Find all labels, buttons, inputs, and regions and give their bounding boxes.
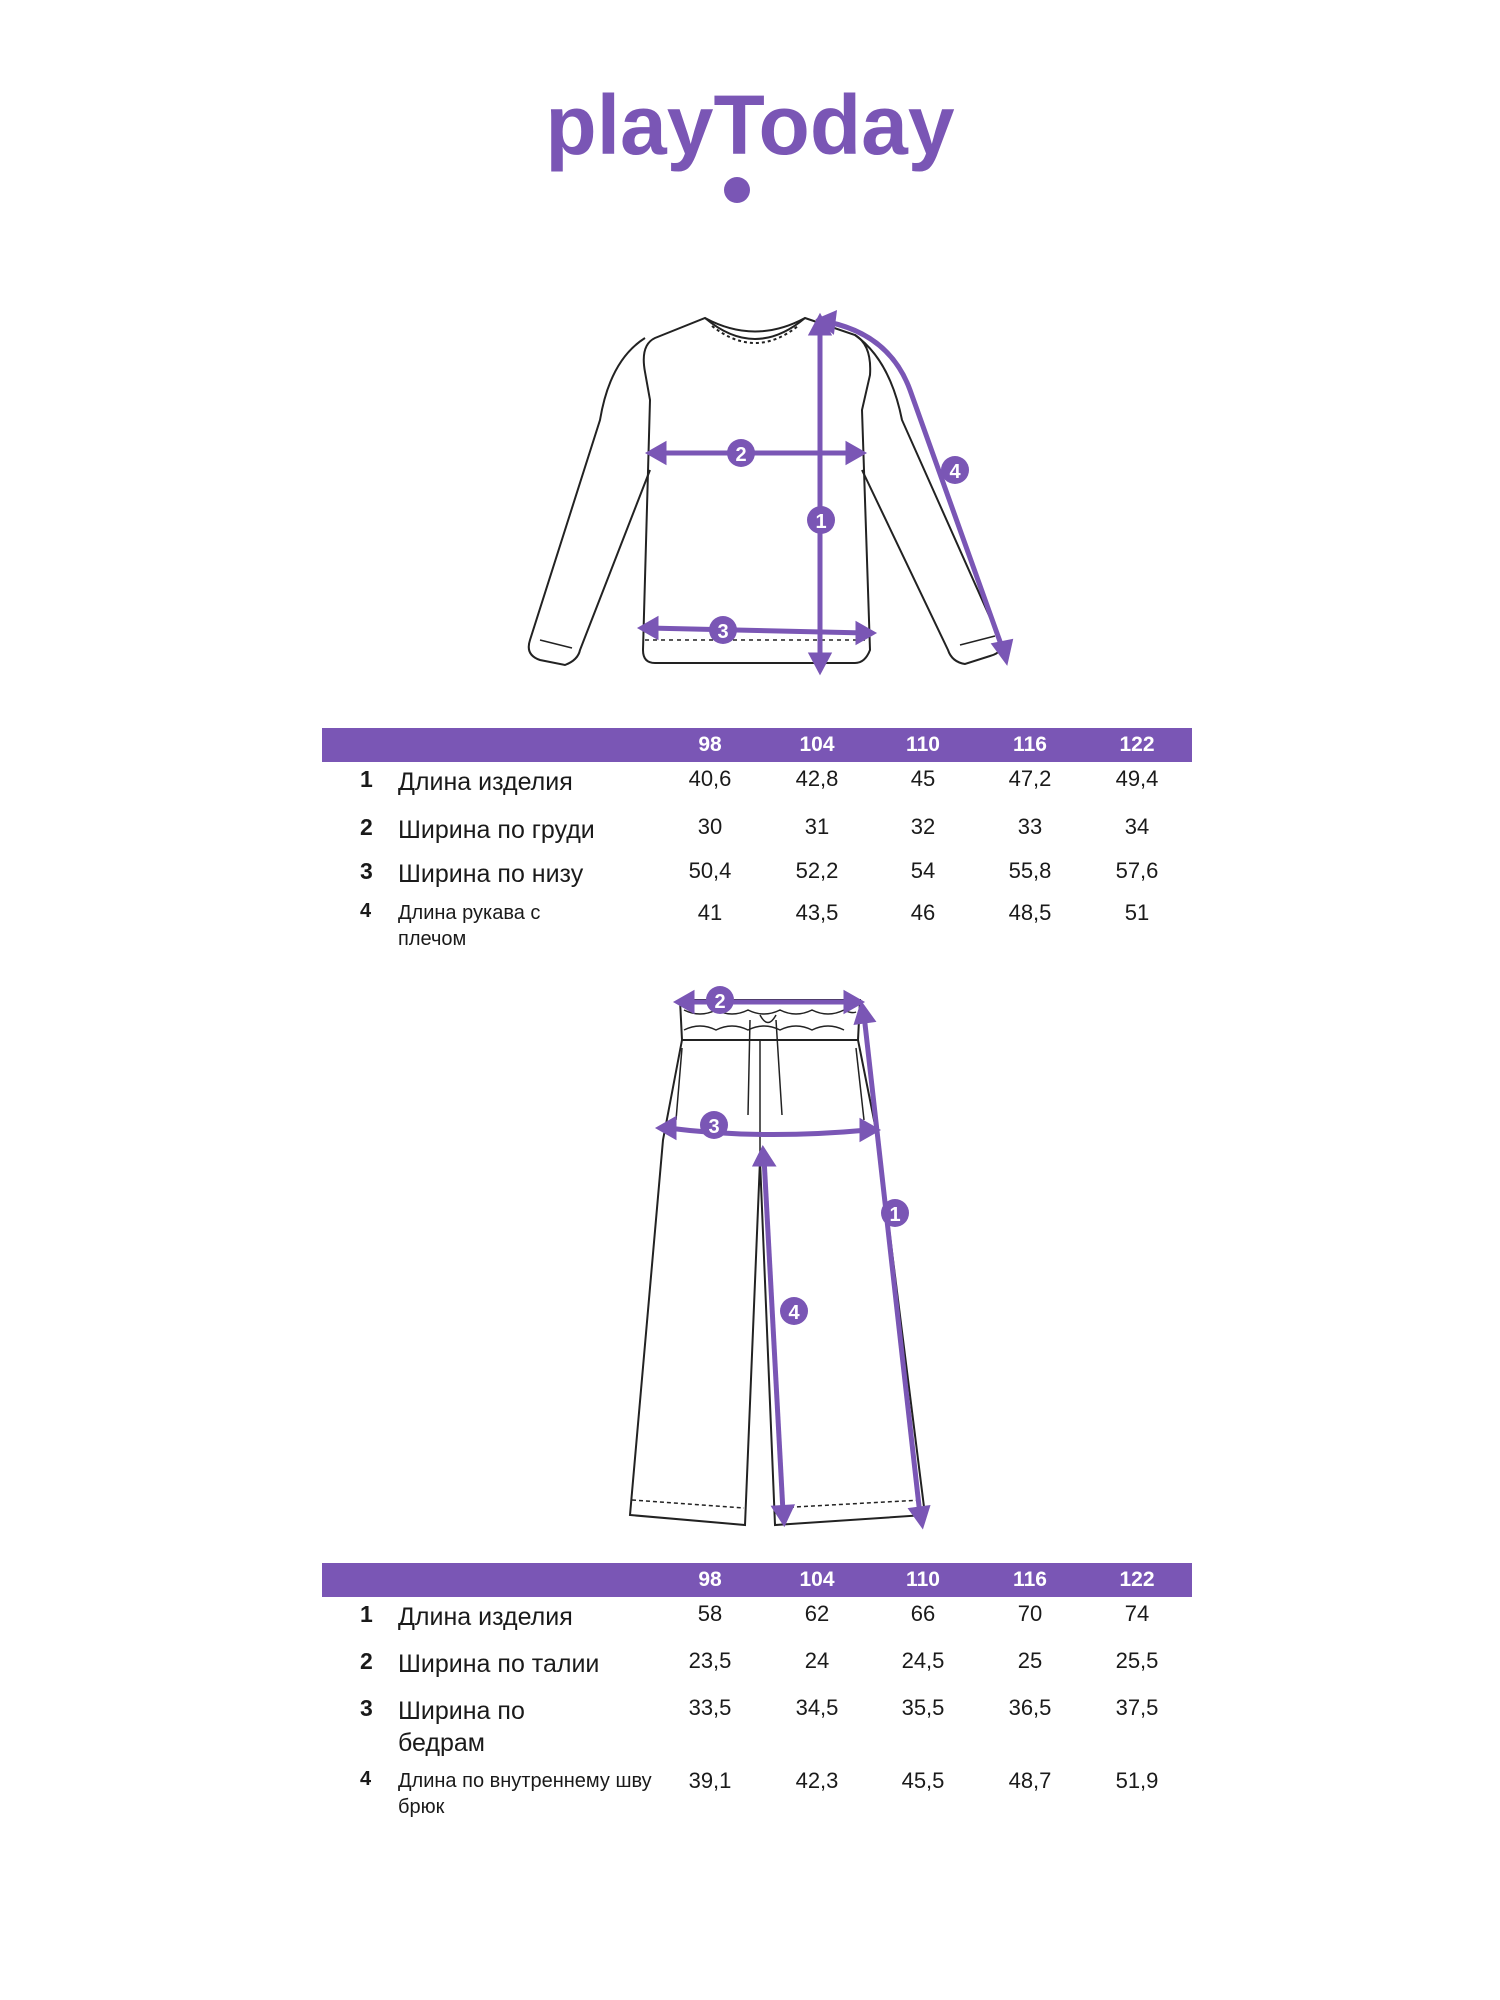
svg-text:2: 2 xyxy=(735,444,747,466)
size-110: 110 xyxy=(906,1568,940,1591)
size-116: 116 xyxy=(1013,733,1047,756)
size-116: 116 xyxy=(1013,1568,1047,1591)
shirt-marker-1 xyxy=(807,506,835,534)
pants-size-table: 98 104 110 116 122 1 Длина изделия 58 62 66 70 74 2 Ширина по талии 23,5 24 24,5 25 25,5 3 Ширина по бедрам 33,5 34,5 35,5 36,5 37,5 4 Длина по внутреннему шву брюк 39,1 42,3 45,5 48,7 51,9 xyxy=(322,1563,1192,1823)
table-header xyxy=(322,728,1192,762)
shirt-size-table: 98 104 110 116 122 1 Длина изделия 40,6 42,8 45 47,2 49,4 2 Ширина по груди 30 31 32 33 34 3 Ширина по низу 50,4 52,2 54 55,8 57,6 4 Длина рукава с плечом 41 43,5 46 48,5 51 xyxy=(322,728,1192,958)
svg-text:3: 3 xyxy=(717,621,729,643)
shirt-marker-4 xyxy=(941,456,969,484)
brand-logo-text: playToday xyxy=(545,92,955,172)
table-header xyxy=(322,1563,1192,1597)
pants-marker-4 xyxy=(780,1297,808,1325)
brand-logo xyxy=(0,92,1500,222)
svg-text:3: 3 xyxy=(708,1116,720,1138)
svg-text:1: 1 xyxy=(815,511,827,533)
size-104: 104 xyxy=(799,733,835,756)
size-98: 98 xyxy=(698,1568,722,1591)
size-104: 104 xyxy=(799,1568,835,1591)
shirt-sketch xyxy=(500,300,1020,690)
pants-marker-1 xyxy=(881,1199,909,1227)
svg-text:4: 4 xyxy=(949,461,961,483)
size-98: 98 xyxy=(698,733,722,756)
pants-marker-3 xyxy=(700,1111,728,1139)
shirt-marker-3 xyxy=(709,616,737,644)
logo-dot xyxy=(724,177,750,203)
pants-marker-2 xyxy=(706,986,734,1014)
size-122: 122 xyxy=(1119,1568,1155,1591)
svg-text:1: 1 xyxy=(889,1204,901,1226)
size-122: 122 xyxy=(1119,733,1155,756)
svg-text:4: 4 xyxy=(788,1302,800,1324)
pants-sketch xyxy=(610,985,940,1545)
shirt-marker-2 xyxy=(727,439,755,467)
svg-text:2: 2 xyxy=(714,991,726,1013)
size-110: 110 xyxy=(906,733,940,756)
